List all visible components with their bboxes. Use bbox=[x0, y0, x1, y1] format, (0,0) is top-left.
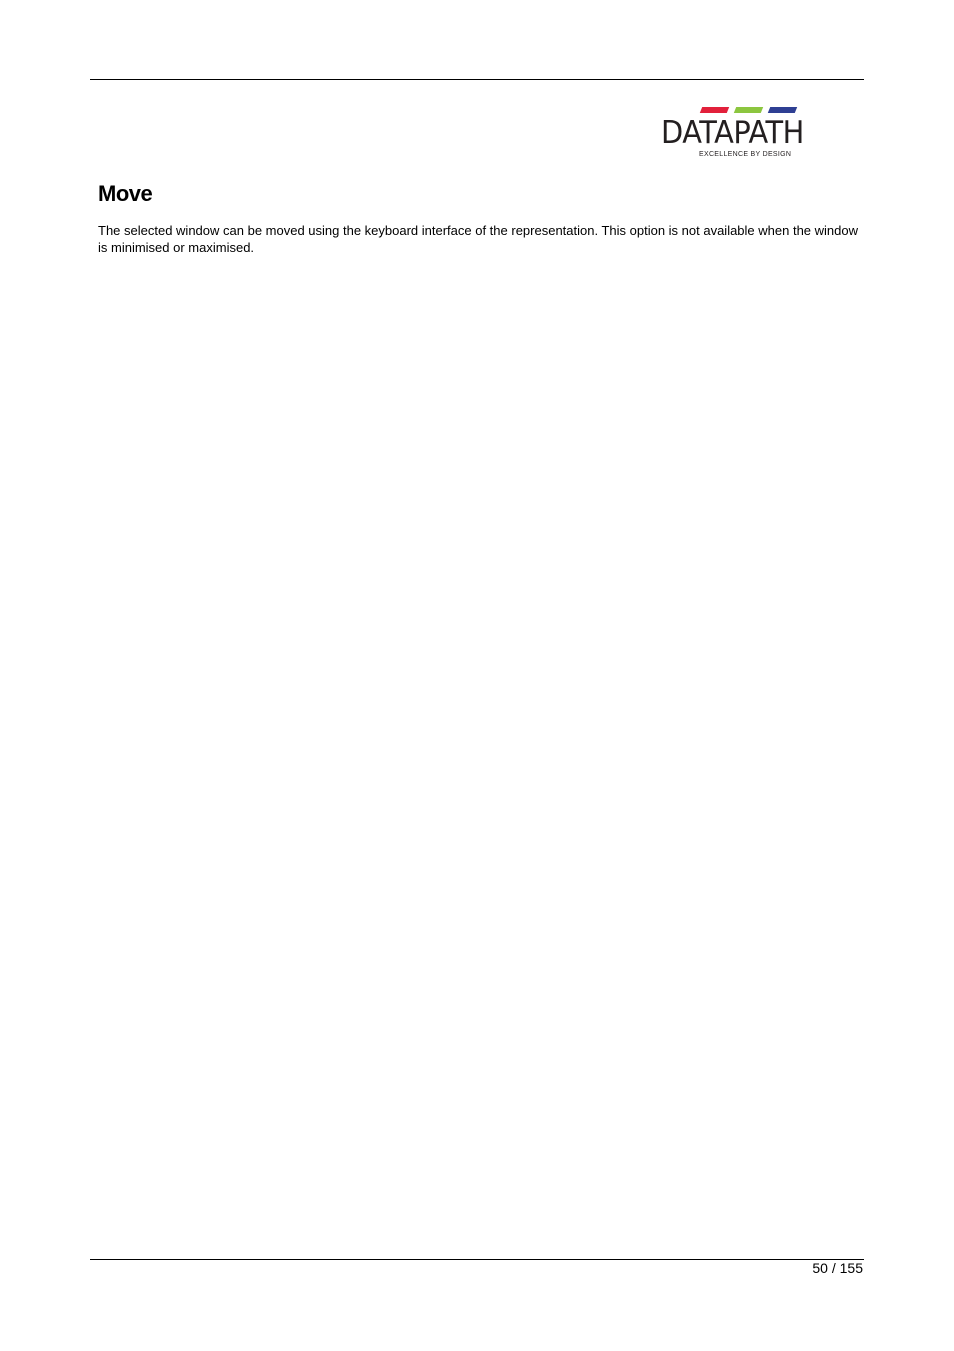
logo-bar-red bbox=[700, 107, 729, 113]
logo-bar-blue bbox=[768, 107, 797, 113]
logo-bar-green bbox=[734, 107, 763, 113]
header-rule bbox=[90, 79, 864, 80]
datapath-logo bbox=[661, 107, 835, 161]
footer-rule bbox=[90, 1259, 864, 1260]
page-number: 50 / 155 bbox=[812, 1260, 863, 1276]
logo-tagline: EXCELLENCE BY DESIGN bbox=[699, 151, 792, 158]
section-body: The selected window can be moved using the keyboard interface of the representation. This option is not available when the window is minimised or maximised. bbox=[98, 223, 858, 255]
logo-color-bars bbox=[699, 107, 799, 115]
logo-wordmark: DATAPATH bbox=[661, 115, 804, 151]
section-title: Move bbox=[98, 181, 153, 206]
